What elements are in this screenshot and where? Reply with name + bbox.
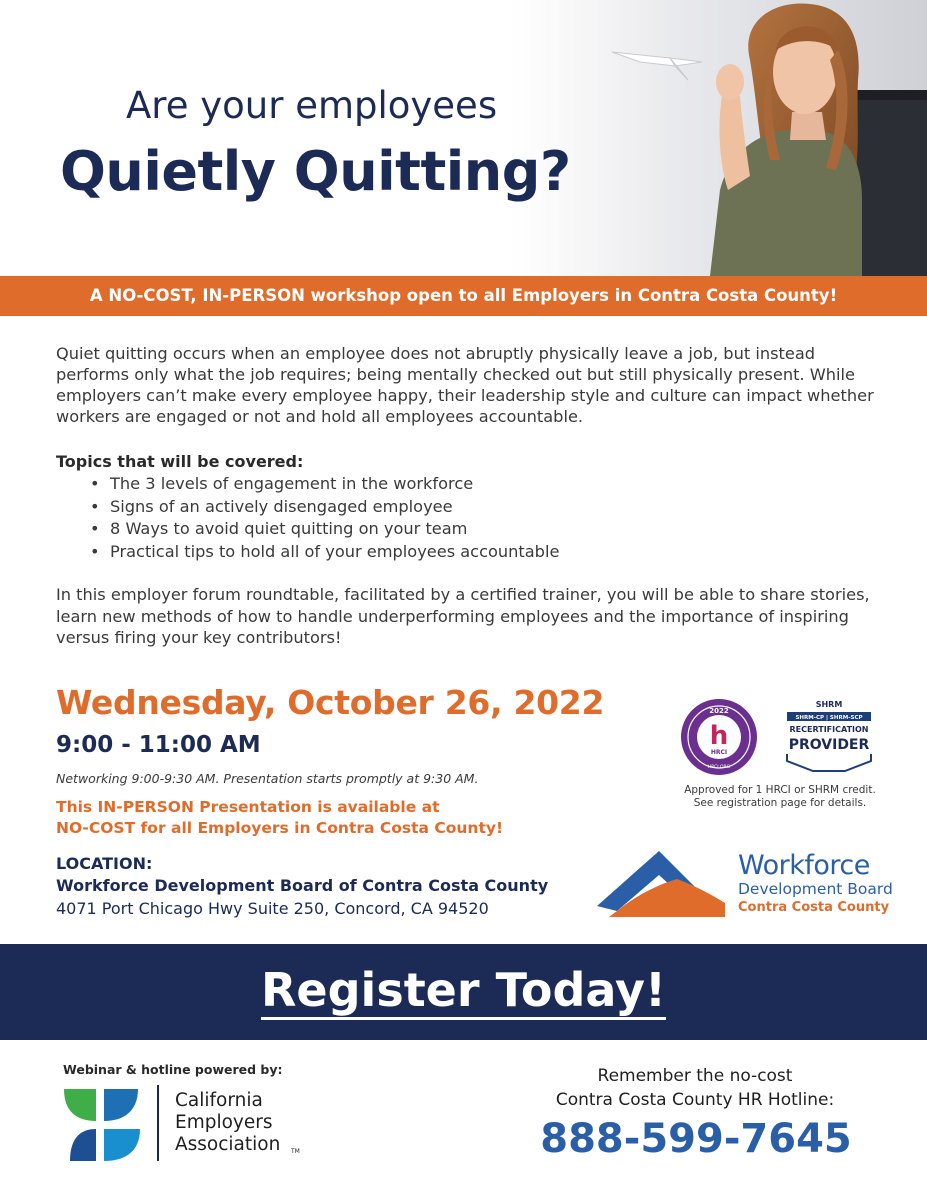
list-item	[90, 518, 559, 541]
topic-text: The 3 levels of engagement in the workforce	[110, 474, 474, 493]
no-cost-banner: A NO-COST, IN-PERSON workshop open to all Employers in Contra Costa County!	[0, 276, 927, 316]
cea-wordmark	[175, 1090, 280, 1156]
topics-list	[90, 473, 559, 563]
list-item	[90, 496, 559, 519]
wdb-logo-line2: Development Board	[738, 880, 893, 898]
hero-section	[0, 0, 927, 276]
topic-text: Signs of an actively disengaged employee	[110, 496, 453, 516]
topic-text: Practical tips to hold all of your employees accountable	[110, 541, 560, 561]
hrci-year: 2022	[709, 707, 729, 715]
availability-line1: This IN-PERSON Presentation is available at	[56, 798, 440, 816]
hrci-site: HRCI.ORG	[707, 765, 731, 770]
list-item	[90, 473, 559, 496]
shrm-recertification-badge-icon	[783, 699, 875, 773]
bullet-icon: •	[90, 519, 100, 538]
bullet-icon: •	[90, 541, 100, 561]
availability-line2: NO-COST for all Employers in Contra Costa County!	[56, 819, 504, 837]
hero-question-line2: Quietly Quitting?	[60, 140, 571, 203]
cea-line1: California	[175, 1090, 263, 1111]
credit-approval-note	[660, 784, 900, 810]
workforce-mountain-logo-icon	[597, 851, 725, 917]
hrci-badge-icon	[680, 698, 758, 776]
topic-text: 8 Ways to avoid quiet quitting on your team	[110, 519, 468, 538]
cea-divider	[157, 1085, 159, 1161]
approved-line2: See registration page for details.	[693, 797, 867, 809]
shrm-certs: SHRM-CP | SHRM-SCP	[795, 715, 863, 721]
remember-line1: Remember the no-cost	[597, 1066, 793, 1086]
availability-note	[56, 797, 503, 839]
hotline-phone-number[interactable]: 888-599-7645	[540, 1116, 852, 1162]
cea-leaf-logo-icon	[62, 1087, 142, 1161]
event-time: 9:00 - 11:00 AM	[56, 732, 261, 758]
register-today-link[interactable]	[0, 960, 927, 1020]
hotline-reminder	[520, 1064, 870, 1112]
shrm-line1: RECERTIFICATION	[789, 725, 869, 734]
list-item	[90, 541, 559, 564]
cea-line2: Employers	[175, 1112, 273, 1133]
shrm-line2: PROVIDER	[788, 737, 870, 753]
bullet-icon: •	[90, 496, 100, 516]
hero-question-line1: Are your employees	[126, 84, 498, 127]
cea-line3: Association	[175, 1134, 281, 1155]
shrm-name: SHRM	[815, 700, 843, 709]
hrci-label: HRCI	[710, 749, 728, 756]
bullet-icon: •	[90, 474, 100, 493]
topics-heading: Topics that will be covered:	[56, 452, 304, 471]
intro-paragraph: Quiet quitting occurs when an employee does not abruptly physically leave a job, but instead performs only what the job requires; being mentally checked out but still physically present. While employers can’t make every employee happy, their leadership style and culture can impact whether workers are engaged or not and hold all employees accountable.	[56, 344, 874, 426]
register-today-label: Register Today!	[261, 963, 666, 1020]
approved-line1: Approved for 1 HRCI or SHRM credit.	[684, 784, 876, 796]
location-address: 4071 Port Chicago Hwy Suite 250, Concord, CA 94520	[56, 899, 489, 918]
hrci-letter: h	[709, 721, 729, 751]
event-date: Wednesday, October 26, 2022	[56, 683, 605, 722]
networking-note: Networking 9:00-9:30 AM. Presentation starts promptly at 9:30 AM.	[56, 771, 479, 786]
wdb-logo-line3: Contra Costa County	[738, 900, 890, 915]
location-name: Workforce Development Board of Contra Costa County	[56, 876, 549, 895]
cea-trademark: TM	[291, 1148, 300, 1155]
wdb-logo-line1: Workforce	[738, 850, 870, 881]
powered-by-label: Webinar & hotline powered by:	[63, 1062, 283, 1077]
location-heading: LOCATION:	[56, 854, 153, 873]
forum-paragraph: In this employer forum roundtable, facilitated by a certified trainer, you will be able to share stories, learn new methods of how to handle underperforming employees and the importance of inspiring versus firing your key contributors!	[56, 585, 870, 647]
remember-line2: Contra Costa County HR Hotline:	[555, 1090, 835, 1110]
register-band	[0, 944, 927, 1040]
woman-with-paper-plane-photo	[600, 0, 927, 276]
